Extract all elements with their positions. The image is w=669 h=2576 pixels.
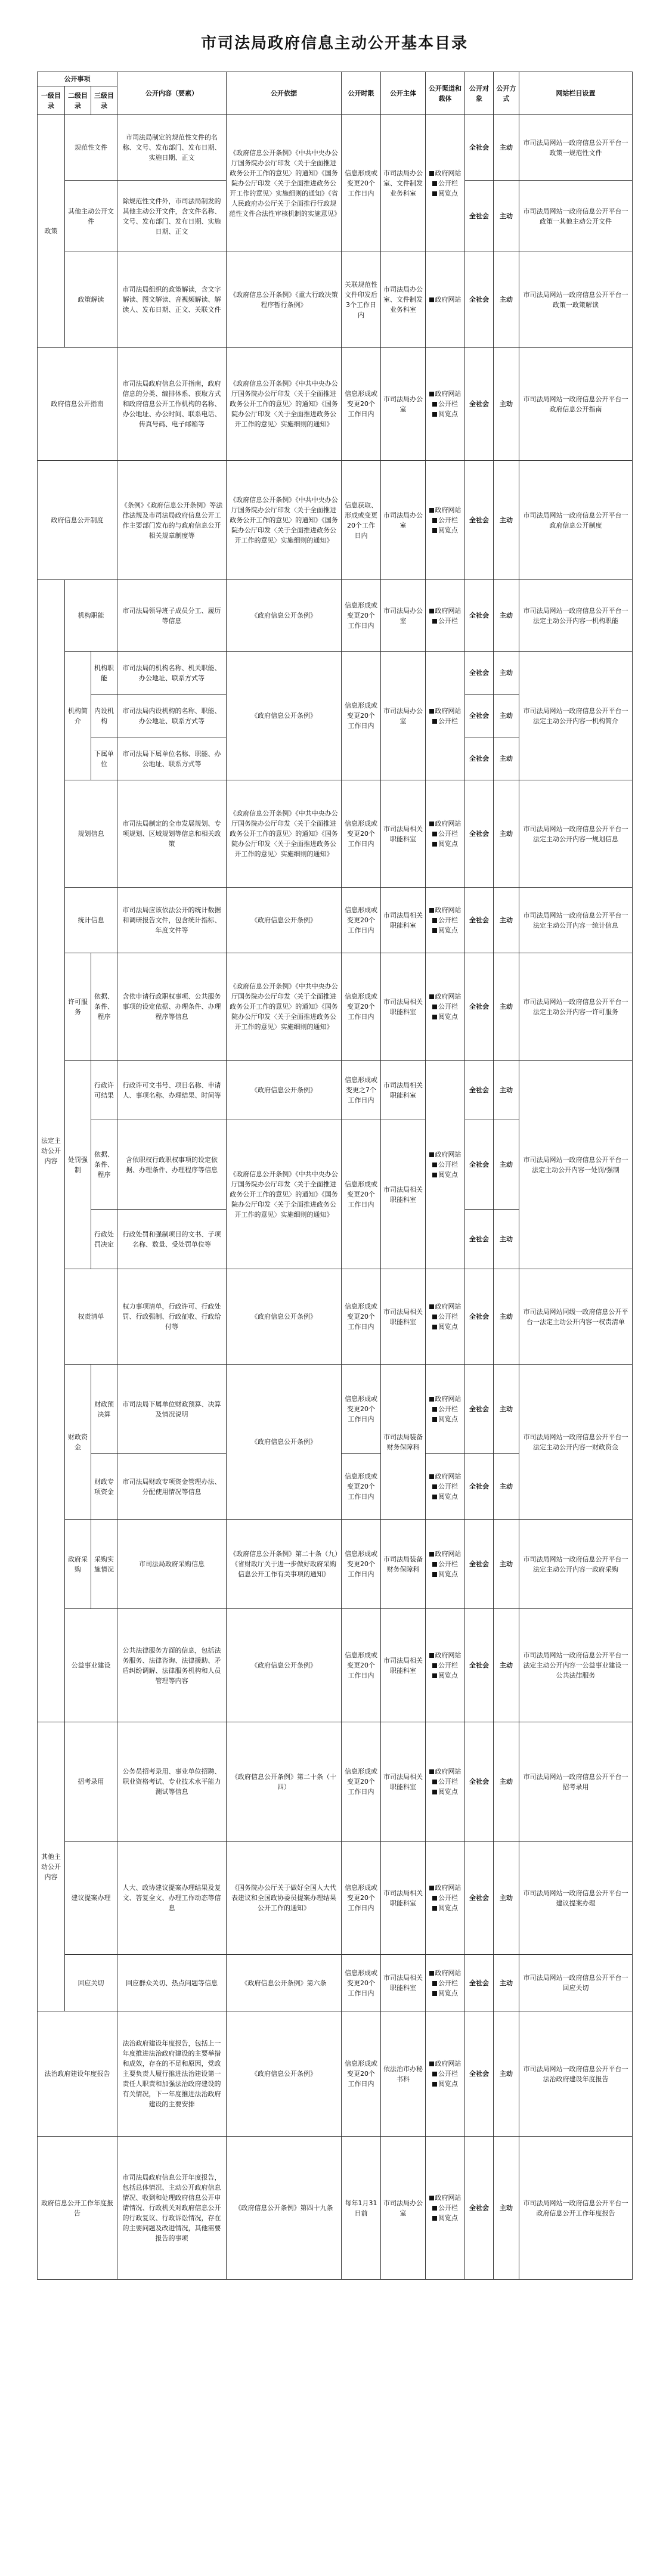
table-row [38,1722,633,1842]
target-cell: 全社会 [465,780,494,888]
web-cell: 市司法局网站同级一政府信息公开平台一法定主动公开内容一权责清单 [519,1269,633,1365]
level3-cell: 行政许可结果 [91,1061,117,1120]
content-cell: 行政处罚和强制项目的文书、子项名称、数量、受处罚单位等 [117,1210,227,1269]
web-cell: 市司法局网站一政府信息公开平台一政府信息公开制度 [519,461,633,580]
target-cell: 全社会 [465,461,494,580]
content-cell: 含依职权行政职权事项的设定依据、办理条件、办理程序等信息 [117,1120,227,1210]
basis-cell: 《政府信息公开条例》《中共中央办公厅国务院办公厅印发〈关于全面推进政务公开工作的意见〉的通知》《国务院办公厅印发〈关于全面推进政务公开工作的意见〉实施细则的通知》 [227,780,342,888]
content-cell: 人大、政协建议提案办理结果及复文、答复全文、办理工作动态等信息 [117,1842,227,1955]
level2-cell: 统计信息 [65,888,117,953]
web-cell: 市司法局网站一政府信息公开平台一法治政府建设年度报告 [519,2011,633,2137]
carrier-cell: 政府网站 公开栏 阅览点 [426,115,465,252]
web-cell: 市司法局网站一政府信息公开平台一法定主动公开内容一处罚/强制 [519,1061,633,1269]
carrier-cell: 政府网站 公开栏 [426,652,465,780]
method-cell: 主动 [494,1520,519,1609]
level3-cell: 依据、条件、程序 [91,1120,117,1210]
header-time: 公开时限 [342,72,381,115]
basis-cell: 《政府信息公开条例》 [227,1269,342,1365]
content-cell: 回应群众关切、热点问题等信息 [117,1955,227,2011]
basis-cell: 《政府信息公开条例》《中共中央办公厅国务院办公厅印发〈关于全面推进政务公开工作的意见〉的通知》《国务院办公厅印发〈关于全面推进政务公开工作的意见〉实施细则的通知》 [227,1120,342,1269]
target-cell: 全社会 [465,2137,494,2280]
basis-cell: 《政府信息公开条例》《中共中央办公厅国务院办公厅印发〈关于全面推进政务公开工作的意见〉的通知》《国务院办公厅印发〈关于全面推进政务公开工作的意见〉实施细则的通知》 [227,461,342,580]
basis-cell: 《政府信息公开条例》第六条 [227,1955,342,2011]
catalog-table [37,72,633,2280]
target-cell: 全社会 [465,953,494,1061]
table-row [38,115,633,181]
header-level2: 二级目录 [65,86,91,115]
subject-cell: 市司法局相关职能科室 [381,1061,426,1120]
method-cell: 主动 [494,1454,519,1520]
table-row [38,1609,633,1722]
carrier-cell: 政府网站 公开栏 阅览点 [426,1955,465,2011]
table-row [38,1269,633,1365]
web-cell: 市司法局网站一政府信息公开平台一政策一规范性文件 [519,115,633,181]
level2-cell: 招考录用 [65,1722,117,1842]
target-cell: 全社会 [465,1955,494,2011]
level1-cell: 其他主动公开内容 [38,1722,65,2011]
target-cell: 全社会 [465,695,494,737]
time-cell: 信息形成或变更20个工作日内 [342,1842,381,1955]
time-cell: 信息形成或变更20个工作日内 [342,652,381,780]
carrier-cell: 政府网站 公开栏 阅览点 [426,1609,465,1722]
basis-cell: 《政府信息公开条例》 [227,2011,342,2137]
level3-cell: 财政预决算 [91,1365,117,1454]
content-cell: 市司法局下属单位名称、职能、办公地址、联系方式等 [117,737,227,780]
method-cell: 主动 [494,1842,519,1955]
basis-cell: 《政府信息公开条例》 [227,1061,342,1120]
carrier-cell: 政府网站 公开栏 阅览点 [426,1520,465,1609]
level2-cell: 政府采购 [65,1520,91,1609]
time-cell: 信息形成或变更20个工作日内 [342,348,381,461]
content-cell: 市司法局内设机构的名称、职能、办公地址、联系方式等 [117,695,227,737]
subject-cell: 市司法局相关职能科室 [381,1842,426,1955]
subject-cell: 依法治市办秘书科 [381,2011,426,2137]
content-cell: 市司法局组织的政策解读，含文字解读、图文解读、音视频解读、解读人、发布日期、正文、关联文件 [117,252,227,348]
table-row [38,888,633,953]
web-cell: 市司法局网站一政府信息公开平台一招考录用 [519,1722,633,1842]
level2-cell: 规范性文件 [65,115,117,181]
method-cell: 主动 [494,1061,519,1120]
content-cell: 市司法局制定的全市发展规划、专项规划、区域规划等信息和相关政策 [117,780,227,888]
time-cell: 信息形成或变更20个工作日内 [342,1454,381,1520]
content-cell: 市司法局应该依法公开的统计数据和调研报告文件，包含统计指标、年度文件等 [117,888,227,953]
content-cell: 市司法局财政专项资金管理办法、分配使用情况等信息 [117,1454,227,1520]
table-row [38,780,633,888]
basis-cell: 《政府信息公开条例》 [227,652,342,780]
basis-cell: 《政府信息公开条例》《中共中央办公厅国务院办公厅印发〈关于全面推进政务公开工作的意见〉的通知》《国务院办公厅印发〈关于全面推进政务公开工作的意见〉实施细则的通知》 [227,953,342,1061]
target-cell: 全社会 [465,652,494,695]
content-cell: 市司法局的机构名称、机关职能、办公地址、联系方式等 [117,652,227,695]
target-cell: 全社会 [465,737,494,780]
subject-cell: 市司法局相关职能科室 [381,1120,426,1269]
web-cell: 市司法局网站一政府信息公开平台一政府信息公开工作年度报告 [519,2137,633,2280]
table-row [38,1520,633,1609]
web-cell: 市司法局网站一政府信息公开平台一政府信息公开指南 [519,348,633,461]
web-cell: 市司法局网站一政府信息公开平台一法定主动公开内容一统计信息 [519,888,633,953]
carrier-cell: 政府网站 公开栏 阅览点 [426,348,465,461]
time-cell: 信息形成或变更20个工作日内 [342,1609,381,1722]
target-cell: 全社会 [465,1842,494,1955]
level2-cell: 财政资金 [65,1365,91,1520]
content-cell: 市司法局下属单位财政预算、决算及情况说明 [117,1365,227,1454]
content-cell: 市司法局政府信息公开指南，政府信息的分类、编排体系、获取方式和政府信息公开工作机构的名称、办公地址、办公时间、联系电话、传真号码、电子邮箱等 [117,348,227,461]
target-cell: 全社会 [465,115,494,181]
method-cell: 主动 [494,2011,519,2137]
method-cell: 主动 [494,348,519,461]
time-cell: 信息形成或变更之7个工作日内 [342,1061,381,1120]
level2-cell: 政策解读 [65,252,117,348]
basis-cell: 《政府信息公开条例》第二十条（九）《省财政厅关于进一步做好政府采购信息公开工作有关事项的通知》 [227,1520,342,1609]
level1-cell: 法定主动公开内容 [38,580,65,1722]
web-cell: 市司法局网站一政府信息公开平台一政策一政策解读 [519,252,633,348]
time-cell: 信息形成或变更20个工作日内 [342,2011,381,2137]
method-cell: 主动 [494,1365,519,1454]
subject-cell: 市司法局办公室 [381,348,426,461]
header-level1: 一级目录 [38,86,65,115]
level2-cell: 机构职能 [65,580,117,652]
method-cell: 主动 [494,252,519,348]
table-row [38,2011,633,2137]
subject-cell: 市司法局相关职能科室 [381,1722,426,1842]
target-cell: 全社会 [465,181,494,252]
target-cell: 全社会 [465,1454,494,1520]
level3-cell: 下属单位 [91,737,117,780]
content-cell: 市司法局领导班子成员分工、履历等信息 [117,580,227,652]
basis-cell: 《政府信息公开条例》 [227,1609,342,1722]
carrier-cell: 政府网站 公开栏 阅览点 [426,1722,465,1842]
subject-cell: 市司法局办公室 [381,461,426,580]
basis-cell: 《政府信息公开条例》 [227,888,342,953]
table-row [38,1955,633,2011]
target-cell: 全社会 [465,580,494,652]
level1-cell: 政府信息公开工作年度报告 [38,2137,117,2280]
basis-cell: 《政府信息公开条例》 [227,580,342,652]
method-cell: 主动 [494,2137,519,2280]
carrier-cell: 政府网站 公开栏 阅览点 [426,1454,465,1520]
method-cell: 主动 [494,181,519,252]
header-method: 公开方式 [494,72,519,115]
level2-cell: 机构简介 [65,652,91,780]
table-row [38,652,633,695]
subject-cell: 市司法局相关职能科室 [381,888,426,953]
carrier-cell: 政府网站 公开栏 阅览点 [426,1842,465,1955]
table-row [38,1365,633,1454]
basis-cell: 《政府信息公开条例》《中共中央办公厅国务院办公厅印发〈关于全面推进政务公开工作的意见〉的通知》《国务院办公厅印发〈关于全面推进政务公开工作的意见〉实施细则的通知》 [227,348,342,461]
content-cell: 市司法局政府采购信息 [117,1520,227,1609]
header-level3: 三级目录 [91,86,117,115]
time-cell: 每年1月31日前 [342,2137,381,2280]
carrier-cell: 政府网站 公开栏 阅览点 [426,953,465,1061]
method-cell: 主动 [494,1609,519,1722]
level1-cell: 政府信息公开制度 [38,461,117,580]
web-cell: 市司法局网站一政府信息公开平台一法定主动公开内容一许可服务 [519,953,633,1061]
header-web: 网站栏目设置 [519,72,633,115]
time-cell: 信息形成或变更20个工作日内 [342,580,381,652]
subject-cell: 市司法局办公室、文件制发业务科室 [381,252,426,348]
level2-cell: 公益事业建设 [65,1609,117,1722]
carrier-cell: 政府网站 公开栏 阅览点 [426,1269,465,1365]
header-matters: 公开事项 [38,72,117,86]
web-cell: 市司法局网站一政府信息公开平台一法定主动公开内容一机构简介 [519,652,633,780]
target-cell: 全社会 [465,1210,494,1269]
content-cell: 权力事项清单，行政许可、行政处罚、行政强制、行政征收、行政给付等 [117,1269,227,1365]
target-cell: 全社会 [465,1120,494,1210]
table-row [38,1842,633,1955]
carrier-cell: 政府网站 公开栏 阅览点 [426,2137,465,2280]
time-cell: 信息获取、形成或变更20个工作日内 [342,461,381,580]
web-cell: 市司法局网站一政府信息公开平台一法定主动公开内容一公益事业建设一公共法律服务 [519,1609,633,1722]
time-cell: 信息形成或变更20个工作日内 [342,1722,381,1842]
content-cell: 公共法律服务方面的信息，包括法务服务、法律咨询、法律援助、矛盾纠纷调解、法律服务机构和人员管理等内容 [117,1609,227,1722]
target-cell: 全社会 [465,888,494,953]
level3-cell: 行政处罚决定 [91,1210,117,1269]
method-cell: 主动 [494,1955,519,2011]
target-cell: 全社会 [465,1609,494,1722]
method-cell: 主动 [494,115,519,181]
method-cell: 主动 [494,695,519,737]
header-basis: 公开依据 [227,72,342,115]
table-row [38,252,633,348]
content-cell: 《条例》《政府信息公开条例》等法律法规及市司法局政府信息公开工作主要部门发布的与政府信息公开相关规章制度等 [117,461,227,580]
time-cell: 信息形成或变更20个工作日内 [342,115,381,252]
content-cell: 法治政府建设年度报告，包括上一年度推进法治政府建设的主要举措和成效，存在的不足和原因，党政主要负责人履行推进法治建设第一责任人职责和加强法治政府建设的有关情况，下一年度推进法治政府建设的主要安排 [117,2011,227,2137]
time-cell: 关联规范性文件印发后3个工作日内 [342,252,381,348]
basis-cell: 《政府信息公开条例》《重大行政决策程序暂行条例》 [227,252,342,348]
subject-cell: 市司法局办公室 [381,2137,426,2280]
carrier-cell: 政府网站 公开栏 阅览点 [426,1365,465,1454]
header-row [38,72,633,86]
web-cell: 市司法局网站一政府信息公开平台一建议提案办理 [519,1842,633,1955]
content-cell: 行政许可文书号、项目名称、申请人、事项名称、办理结果、时间等 [117,1061,227,1120]
subject-cell: 市司法局相关职能科室 [381,1269,426,1365]
method-cell: 主动 [494,652,519,695]
level3-cell: 财政专项资金 [91,1454,117,1520]
web-cell: 市司法局网站一政府信息公开平台一法定主动公开内容一财政资金 [519,1365,633,1520]
subject-cell: 市司法局相关职能科室 [381,953,426,1061]
time-cell: 信息形成或变更20个工作日内 [342,1269,381,1365]
level2-cell: 规划信息 [65,780,117,888]
target-cell: 全社会 [465,1722,494,1842]
content-cell: 市司法局政府信息公开年度报告，包括总体情况、主动公开政府信息情况、收到和处理政府信息公开申请情况、行政机关对政府信息公开的行政复议、行政诉讼情况，存在的主要问题及改进情况，其他需要报告的事项 [117,2137,227,2280]
method-cell: 主动 [494,1269,519,1365]
basis-cell: 《政府信息公开条例》第四十九条 [227,2137,342,2280]
level1-cell: 法治政府建设年度报告 [38,2011,117,2137]
target-cell: 全社会 [465,2011,494,2137]
carrier-cell: 政府网站 公开栏 [426,580,465,652]
target-cell: 全社会 [465,1520,494,1609]
header-target: 公开对象 [465,72,494,115]
level2-cell: 其他主动公开文件 [65,181,117,252]
content-cell: 市司法局制定的规范性文件的名称、文号、发布部门、发布日期、实施日期、正文 [117,115,227,181]
level3-cell: 采购实施情况 [91,1520,117,1609]
basis-cell: 《政府信息公开条例》 [227,1365,342,1520]
method-cell: 主动 [494,1722,519,1842]
target-cell: 全社会 [465,252,494,348]
table-row [38,953,633,1061]
table-row [38,580,633,652]
method-cell: 主动 [494,953,519,1061]
subject-cell: 市司法局办公室 [381,652,426,780]
header-content: 公开内容（要素） [117,72,227,115]
header-carrier: 公开渠道和载体 [426,72,465,115]
method-cell: 主动 [494,780,519,888]
method-cell: 主动 [494,888,519,953]
subject-cell: 市司法局办公室、文件制发业务科室 [381,115,426,252]
time-cell: 信息形成或变更20个工作日内 [342,1955,381,2011]
header-subject: 公开主体 [381,72,426,115]
time-cell: 信息形成或变更20个工作日内 [342,1365,381,1454]
time-cell: 信息形成或变更20个工作日内 [342,1120,381,1269]
basis-cell: 《政府信息公开条例》第二十条（十四） [227,1722,342,1842]
level2-cell: 回应关切 [65,1955,117,2011]
time-cell: 信息形成或变更20个工作日内 [342,780,381,888]
table-row [38,461,633,580]
target-cell: 全社会 [465,1061,494,1120]
level1-cell: 政府信息公开指南 [38,348,117,461]
basis-cell: 《国务院办公厅关于做好全国人大代表建议和全国政协委员提案办理结果公开工作的通知》 [227,1842,342,1955]
web-cell: 市司法局网站一政府信息公开平台一回应关切 [519,1955,633,2011]
carrier-cell: 政府网站 公开栏 阅览点 [426,1061,465,1269]
level1-cell: 政策 [38,115,65,348]
method-cell: 主动 [494,737,519,780]
method-cell: 主动 [494,461,519,580]
method-cell: 主动 [494,1210,519,1269]
subject-cell: 市司法局装备财务保障科 [381,1365,426,1520]
level3-cell: 机构职能 [91,652,117,695]
carrier-cell: 政府网站 公开栏 阅览点 [426,2011,465,2137]
content-cell: 除规范性文件外，市司法局制发的其他主动公开文件，含文件名称、文号、发布部门、发布日期、实施日期、正文 [117,181,227,252]
method-cell: 主动 [494,1120,519,1210]
subject-cell: 市司法局装备财务保障科 [381,1520,426,1609]
target-cell: 全社会 [465,1365,494,1454]
subject-cell: 市司法局相关职能科室 [381,1955,426,2011]
carrier-cell: 政府网站 公开栏 阅览点 [426,780,465,888]
target-cell: 全社会 [465,348,494,461]
subject-cell: 市司法局相关职能科室 [381,1609,426,1722]
time-cell: 信息形成或变更20个工作日内 [342,1520,381,1609]
content-cell: 公务员招考录用、事业单位招聘、职业资格考试、专业技术水平能力测试等信息 [117,1722,227,1842]
table-row [38,2137,633,2280]
table-row [38,1061,633,1120]
time-cell: 信息形成或变更20个工作日内 [342,953,381,1061]
level2-cell: 建议提案办理 [65,1842,117,1955]
carrier-cell: 政府网站 [426,252,465,348]
level2-cell: 许可服务 [65,953,91,1061]
web-cell: 市司法局网站一政府信息公开平台一法定主动公开内容一机构职能 [519,580,633,652]
subject-cell: 市司法局相关职能科室 [381,780,426,888]
web-cell: 市司法局网站一政府信息公开平台一法定主动公开内容一政府采购 [519,1520,633,1609]
subject-cell: 市司法局办公室 [381,580,426,652]
carrier-cell: 政府网站 公开栏 阅览点 [426,888,465,953]
page-title: 市司法局政府信息主动公开基本目录 [200,35,468,52]
level3-cell: 内设机构 [91,695,117,737]
method-cell: 主动 [494,580,519,652]
level2-cell: 权责清单 [65,1269,117,1365]
level2-cell: 处罚强制 [65,1061,91,1269]
target-cell: 全社会 [465,1269,494,1365]
carrier-cell: 政府网站 公开栏 阅览点 [426,461,465,580]
time-cell: 信息形成或变更20个工作日内 [342,888,381,953]
web-cell: 市司法局网站一政府信息公开平台一法定主动公开内容一规划信息 [519,780,633,888]
web-cell: 市司法局网站一政府信息公开平台一政策一其他主动公开文件 [519,181,633,252]
content-cell: 含依申请行政职权事项、公共服务事项的设定依据、办理条件、办理程序等信息 [117,953,227,1061]
table-row [38,348,633,461]
basis-cell: 《政府信息公开条例》《中共中央办公厅国务院办公厅印发〈关于全面推进政务公开工作的意见〉的通知》《国务院办公厅印发〈关于全面推进政务公开工作的意见〉实施细则的通知》《省人民政府办公厅关于全面推行行政规范性文件合法性审核机制的实施意见》 [227,115,342,252]
level3-cell: 依据、条件、程序 [91,953,117,1061]
